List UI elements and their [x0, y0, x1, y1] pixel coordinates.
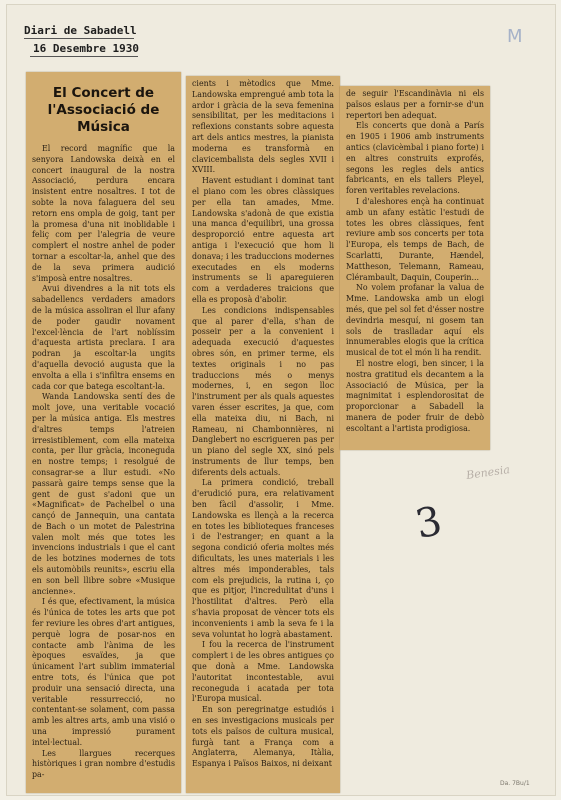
- date-underline: [30, 56, 138, 57]
- paragraph: de seguir l'Escandinàvia ni els països eslaus per a fornir-se d'un repertori ben adequat.: [346, 89, 484, 120]
- paragraph: cients i mètodics que Mme. Landowska emprengué amb tota la ardor i gràcia de la seva femenina sensibilitat, per les meditacions i reflexions constants sobre aquesta art dels antics mestres, la pianista moderna es transformà en clavicembalista dels segles XVII i XVIII.: [192, 79, 334, 175]
- paragraph: Les llargues recerques històriques i gran nombre d'estudis pa-: [32, 748, 175, 780]
- paragraph: La primera condició, treball d'erudició pura, era relativament ben fàcil d'assolir, i Mme. Landowska es llençà a la recerca en totes les biblioteques franceses i de l'estranger; en quant a la segona condició oferia moltes més dificultats, les unes materials i les altres més imponderables, tals com els prejudicis, la rutina i, ço que es pitjor, l'incredulitat d'uns i l'hostilitat d'altres. Però ella s'havia proposat de vèncer tots els inconvenients i amb la seva fe i la seva voluntat ho logrà abastament.: [192, 478, 334, 639]
- paragraph: Wanda Landowska sentí des de molt jove, una veritable vocació per la música antiga. Els mestres d'altres temps l'atreien irresistiblement, com ella mateixa conta, per llur gràcia, inconeguda en nostre temps; i resolgué de consagrar-se a llur estudi. «No passarà gaire temps sense que la gent de gust s'adoni que un «Magnificat» de Pachelbel o una cançó de Jannequin, una cantata de Bach o un motet de Palestrina valen molt més que totes les invencions industrials i que el cant de les botzines modernes de tots els automòbils reunits», escriu ella en son bell llibre sobre «Musique ancienne».: [32, 392, 175, 596]
- paragraph: I és que, efectivament, la música és l'única de totes les arts que pot fer reviure les obres d'art antigues, perquè logra de posar-nos en contacte amb l'ànima de les èpoques esvaïdes, ja que únicament l'art sublim immaterial entre tots, és l'única que pot produir una sensació directa, una veritable ressurrecció, no contentant-se solament, com passa amb les altres arts, amb una visió o una impressió purament intel·lectual.: [32, 597, 175, 747]
- paragraph: El nostre elogi, ben sincer, i la nostra gratitud els decantem a la Associació de Música, per la magnimitat i esplendorositat de proporcionar a Sabadell la manera de poder fruir de debò escoltant a l'artista prodigiosa.: [346, 358, 484, 433]
- pencil-mark: M: [507, 26, 523, 47]
- paragraph: Les condicions indispensables que al parer d'ella, s'han de posseir per a la convenient i adequada execució d'aquestes obres són, en primer terme, els textes originals i no pas traduccions més o menys modernes, i, en segon lloc l'instrument per als quals aquestes varen ésser escrites, ja que, com ella mateixa diu, ni Bach, ni Rameau, ni Chambonnières, ni Danglebert no escrigueren pas per un piano del segle XX, sinó pels instruments de llur temps, ben diferents dels actuals.: [192, 305, 334, 477]
- header-underline: [24, 38, 134, 39]
- paragraph: Els concerts que donà a París en 1905 i 1906 amb instruments antics (clavicèmbal i piano forte) i en altres construits exprofés, segons les regles dels antics fabricants, en els tallers Pleyel, foren veritables revelacions.: [346, 121, 484, 196]
- publication-date: 16 Desembre 1930: [33, 42, 139, 55]
- paragraph: I d'aleshores ençà ha continuat amb un afany estàtic l'estudi de totes les obres clàssiques, fent reviure amb sos concerts per tota l'Europa, els temps de Bach, de Scarlatti, Durante, Hændel, Mattheson, Telemann, Rameau, Clérambault, Daquin, Couperin...: [346, 196, 484, 282]
- article-title: El Concert de l'Associació de Música: [47, 85, 160, 135]
- paragraph: No volem profanar la valua de Mme. Landowska amb un elogi més, que pel sol fet d'ésser nostre devindria mesquí, ni gosem tan sols de traslladar aquí els innumerables elogis que la crítica musical de tot el món li ha rendit.: [346, 283, 484, 358]
- newspaper-name: Diari de Sabadell: [24, 24, 137, 37]
- paragraph: El record magnífic que la senyora Landowska deixà en el concert inaugural de la nostra Associació, perdura encara insistent entre nosaltres. I tot de sobte la nova falaguera del seu retorn ens ompla de goig, tant per la promesa d'una nit inoblidable i feliç com per l'alegria de veure complert el nostre anhel de poder tornar a escoltar-la, anhel que des de la seva primera audició s'imposà entre nosaltres.: [32, 144, 175, 283]
- pencil-annotation: Benesia: [465, 463, 511, 482]
- paragraph: En son peregrinatge estudiós i en ses investigacions musicals per tots els països de cultura musical, furgà tant a França com a Anglaterra, Alemanya, Itàlia, Espanya i Països Baixos, ni deixant: [192, 705, 334, 769]
- clipping-column-3: [340, 86, 490, 450]
- archive-reference: Da. 7Bu/1: [500, 780, 530, 787]
- clipping-column-2: [186, 76, 340, 793]
- clipping-column-1: [26, 72, 181, 793]
- paragraph: Havent estudiant i dominat tant el piano com les obres clàssiques per ella tan amades, Mme. Landowska s'adonà de que existia una manca d'equilibri, una grossa desproporció entre aquesta art antiga i l'execució que hom li donava; i les traduccions modernes executades en els moderns instruments se li apareguieren com a verdaderes traicions que ella es proposà d'abolir.: [192, 176, 334, 304]
- paragraph: Avui divendres a la nit tots els sabadellencs verdaders amadors de la música assoliran el llur afany de poder gaudir novament l'excel·lència de l'art noblíssim d'aquesta artista preclara. I ara podran ja escoltar-la ungits d'aquella devoció augusta que la envolta a ella i s'infiltra ensems en cada cor que batega escoltant-la.: [32, 284, 175, 391]
- paragraph: I fou la recerca de l'instrument complert i de les obres antigues ço que donà a Mme. Landowska l'autoritat incontestable, avui reconeguda i acatada per tota l'Europa musical.: [192, 640, 334, 704]
- handwritten-mark: 3: [411, 497, 446, 549]
